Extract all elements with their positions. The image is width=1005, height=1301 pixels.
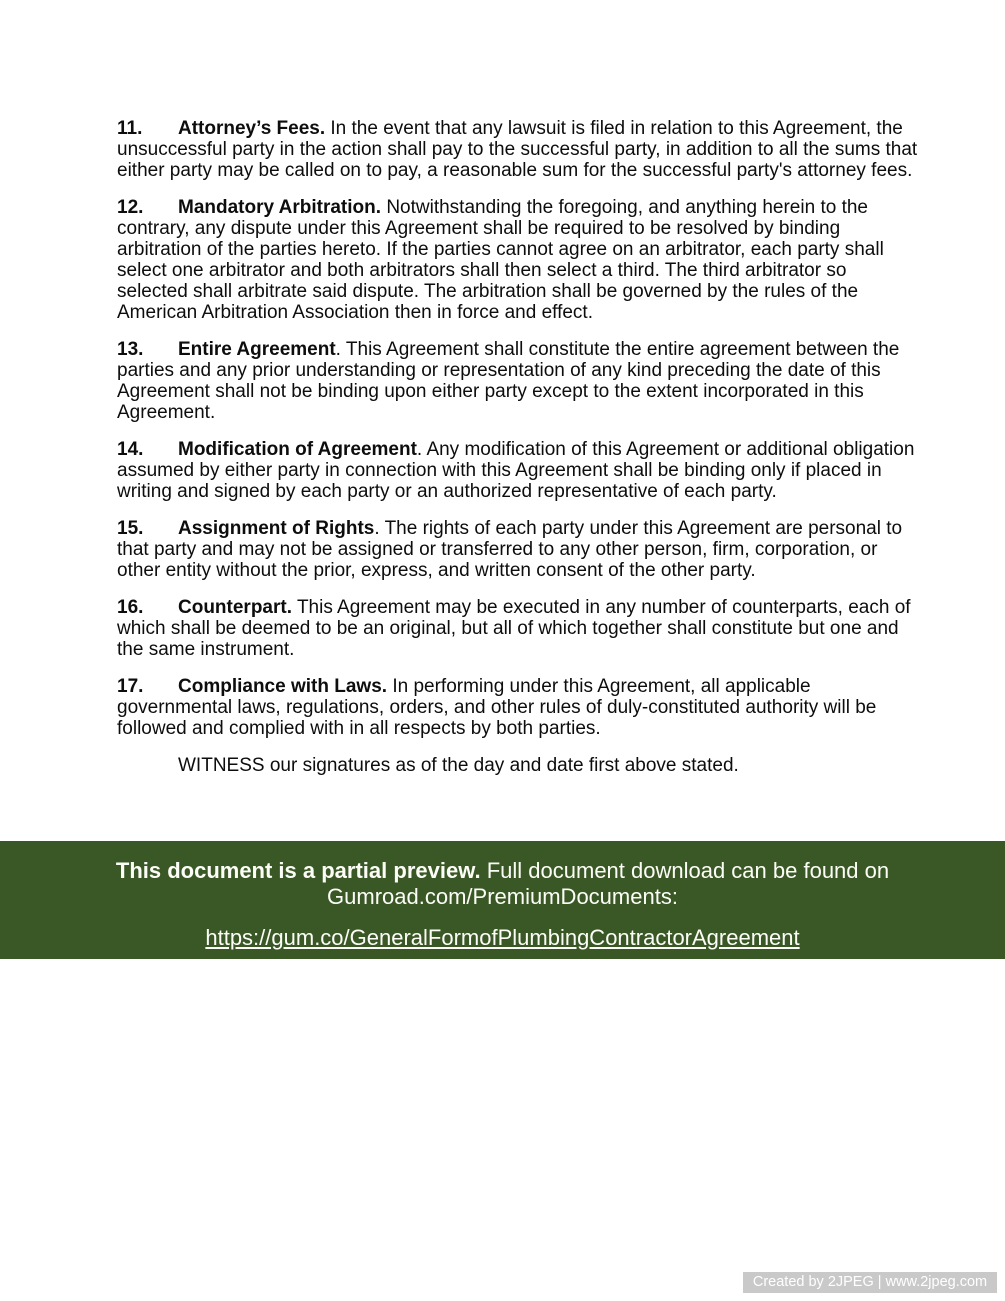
banner-intro-rest: Full document download can be found on: [480, 858, 890, 883]
section-heading: Attorney’s Fees.: [178, 118, 326, 139]
witness-line: WITNESS our signatures as of the day and date first above stated.: [178, 755, 739, 776]
section-12-mandatory-arbitration: [117, 197, 922, 323]
section-number: 12.: [117, 197, 144, 218]
section-heading: Compliance with Laws.: [178, 676, 388, 697]
section-number: 15.: [117, 518, 144, 539]
section-17-compliance-with-laws: [117, 676, 922, 739]
section-13-entire-agreement: [117, 339, 922, 423]
section-body-text: This Agreement shall constitute the entire agreement between the parties and any prior understanding or representation of any kind preceding the date of this Agreement shall not be binding upon either party except to the extent incorporated in this Agreement.: [117, 339, 900, 423]
section-16-counterpart: [117, 597, 922, 660]
preview-banner: [0, 841, 1005, 959]
preview-banner-text: [0, 841, 1005, 910]
section-number: 14.: [117, 439, 144, 460]
section-separator: .: [416, 439, 427, 460]
section-body-text: The rights of each party under this Agreement are personal to that party and may not be assigned or transferred to any other person, firm, corporation, or other entity without the prior, express, and written consent of the other party.: [117, 518, 903, 581]
section-separator: .: [335, 339, 346, 360]
section-11-attorneys-fees: [117, 118, 922, 181]
preview-banner-link-row: [0, 925, 1005, 951]
section-15-assignment-of-rights: [117, 518, 922, 581]
banner-gumroad-line: Gumroad.com/PremiumDocuments:: [327, 884, 678, 909]
section-heading: Assignment of Rights: [178, 518, 375, 539]
section-heading: Entire Agreement: [178, 339, 336, 360]
agreement-sections: [117, 118, 922, 776]
section-body-text: Any modification of this Agreement or additional obligation assumed by either party in connection with this Agreement shall be binding only if placed in writing and signed by each party or an authorized representative of each party.: [117, 439, 915, 502]
section-number: 16.: [117, 597, 144, 618]
section-body-text: In performing under this Agreement, all applicable governmental laws, regulations, orders, and other rules of duly-constituted authority will be followed and complied with in all respects by both parties.: [117, 676, 877, 739]
section-body-text: This Agreement may be executed in any number of counterparts, each of which shall be deemed to be an original, but all of which together shall constitute but one and the same instrument.: [117, 597, 911, 660]
section-heading: Modification of Agreement: [178, 439, 417, 460]
section-body-text: In the event that any lawsuit is filed in relation to this Agreement, the unsuccessful party in the action shall pay to the successful party, in addition to all the sums that either party may be called on to pay, a reasonable sum for the successful party's attorney fees.: [117, 118, 918, 181]
section-14-modification-of-agreement: [117, 439, 922, 502]
banner-intro-bold: This document is a partial preview.: [115, 858, 481, 883]
section-number: 17.: [117, 676, 144, 697]
section-separator: .: [374, 518, 385, 539]
gumroad-link[interactable]: https://gum.co/GeneralFormofPlumbingContractorAgreement: [205, 925, 800, 950]
section-heading: Counterpart.: [178, 597, 292, 618]
section-heading: Mandatory Arbitration.: [178, 197, 382, 218]
watermark-credit: Created by 2JPEG | www.2jpeg.com: [743, 1272, 997, 1293]
section-number: 11.: [117, 118, 143, 139]
section-number: 13.: [117, 339, 144, 360]
section-body-text: Notwithstanding the foregoing, and anything herein to the contrary, any dispute under this Agreement shall be required to be resolved by binding arbitration of the parties hereto. If the parties cannot agree on an arbitrator, each party shall select one arbitrator and both arbitrators shall then select a third. The third arbitrator so selected shall arbitrate said dispute. The arbitration shall be governed by the rules of the American Arbitration Association then in force and effect.: [117, 197, 884, 323]
